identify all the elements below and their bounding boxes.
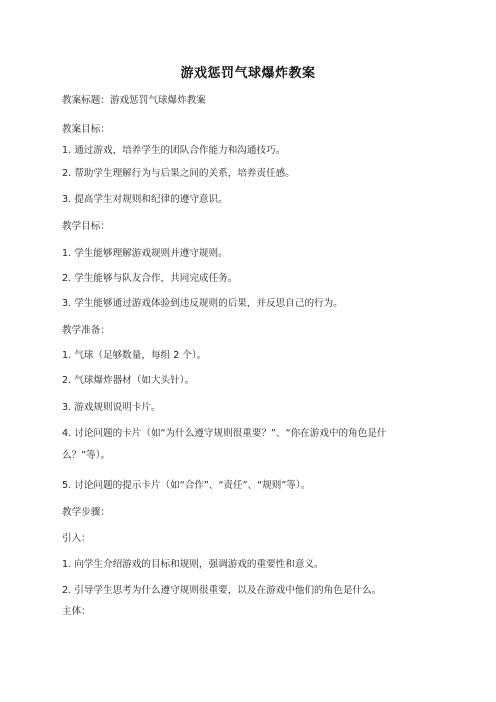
lesson-title-line: 教案标题：游戏惩罚气球爆炸教案	[62, 95, 206, 106]
list-item: 3. 提高学生对规则和纪律的遵守意识。	[62, 194, 228, 205]
list-item: 1. 学生能够理解游戏规则并遵守规则。	[62, 248, 228, 259]
list-item: 4. 讨论问题的卡片（如“为什么遵守规则很重要？”、“你在游戏中的角色是什么？”等）。	[62, 428, 387, 461]
section-heading-intro: 引入：	[62, 533, 91, 544]
list-item: 2. 帮助学生理解行为与后果之间的关系，培养责任感。	[62, 168, 295, 179]
list-item: 5. 讨论问题的提示卡片（如“合作”、“责任”、“规则”等）。	[62, 480, 311, 491]
list-item: 1. 通过游戏，培养学生的团队合作能力和沟通技巧。	[62, 145, 286, 156]
list-item: 2. 学生能够与队友合作，共同完成任务。	[62, 273, 238, 284]
list-item: 1. 气球（足够数量，每组 2 个）。	[62, 350, 207, 361]
list-item: 2. 气球爆炸器材（如大头针）。	[62, 375, 195, 386]
section-heading-teaching-goals: 教学目标：	[62, 221, 110, 232]
list-item: 1. 向学生介绍游戏的目标和规则，强调游戏的重要性和意义。	[62, 559, 324, 570]
list-item: 3. 学生能够通过游戏体验到违反规则的后果，并反思自己的行为。	[62, 298, 343, 309]
section-heading-preparation: 教学准备：	[62, 325, 110, 336]
list-item: 3. 游戏规则说明卡片。	[62, 402, 161, 413]
section-heading-main: 主体：	[62, 606, 91, 617]
section-heading-steps: 教学步骤：	[62, 507, 110, 518]
section-heading-lesson-goals: 教案目标：	[62, 124, 110, 135]
list-item: 2. 引导学生思考为什么遵守规则很重要，以及在游戏中他们的角色是什么。	[62, 585, 382, 596]
document-title: 游戏惩罚气球爆炸教案	[180, 66, 316, 81]
